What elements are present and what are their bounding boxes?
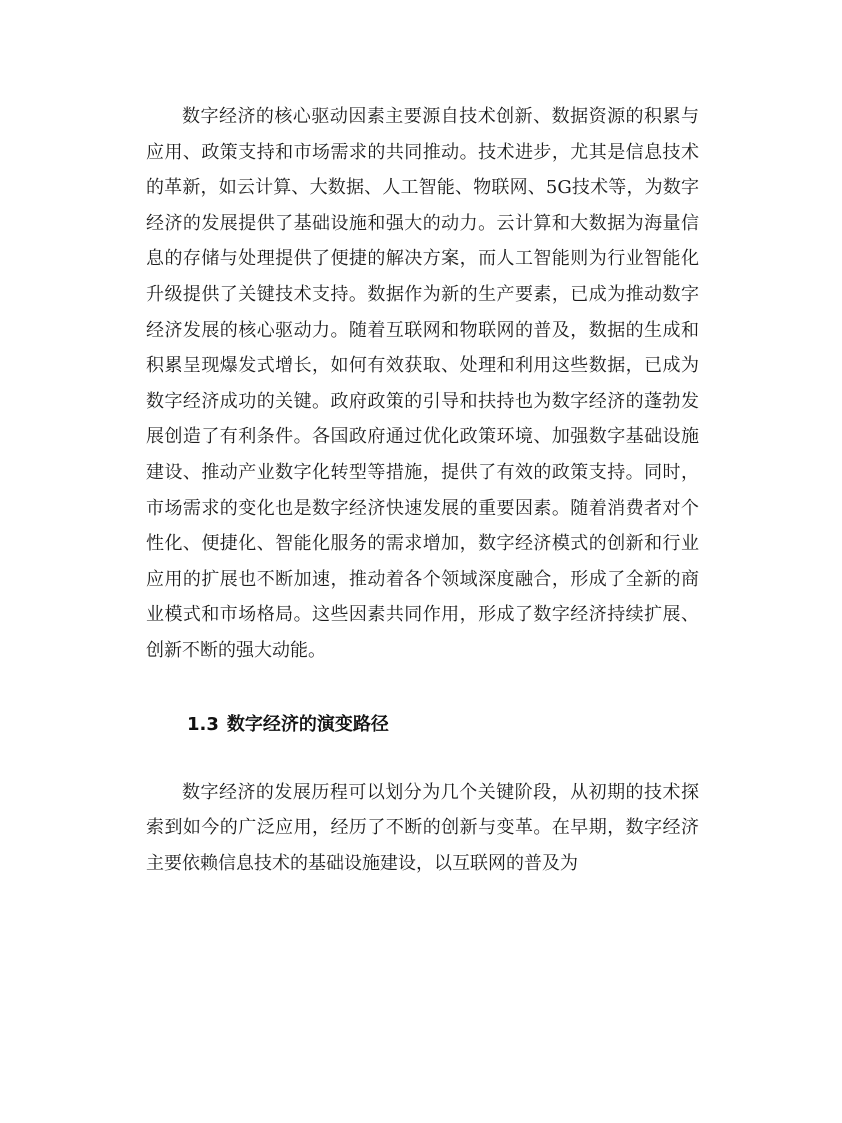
body-paragraph-evolution-path: 数字经济的发展历程可以划分为几个关键阶段，从初期的技术探索到如今的广泛应用，经历了不断的创新与变革。在早期，数字经济主要依赖信息技术的基础设施建设，以互联网的普及为: [146, 781, 699, 874]
section-title: 数字经济的演变路径: [226, 713, 389, 735]
section-number: 1.3: [187, 713, 219, 735]
body-paragraph-core-drivers: 数字经济的核心驱动因素主要源自技术创新、数据资源的积累与应用、政策支持和市场需求的共同推动。技术进步，尤其是信息技术的革新，如云计算、大数据、人工智能、物联网、5G技术等，为数字经济的发展提供了基础设施和强大的动力。云计算和大数据为海量信息的存储与处理提供了便捷的解决方案，而人工智能则为行业智能化升级提供了关键技术支持。数据作为新的生产要素，已成为推动数字经济发展的核心驱动力。随着互联网和物联网的普及，数据的生成和积累呈现爆发式增长，如何有效获取、处理和利用这些数据，已成为数字经济成功的关键。政府政策的引导和扶持也为数字经济的蓬勃发展创造了有利条件。各国政府通过优化政策环境、加强数字基础设施建设、推动产业数字化转型等措施，提供了有效的政策支持。同时，市场需求的变化也是数字经济快速发展的重要因素。随着消费者对个性化、便捷化、智能化服务的需求增加，数字经济模式的创新和行业应用的扩展也不断加速，推动着各个领域深度融合，形成了全新的商业模式和市场格局。这些因素共同作用，形成了数字经济持续扩展、创新不断的强大动能。: [146, 106, 699, 661]
page-content: [146, 99, 699, 881]
section-heading: [146, 708, 699, 742]
